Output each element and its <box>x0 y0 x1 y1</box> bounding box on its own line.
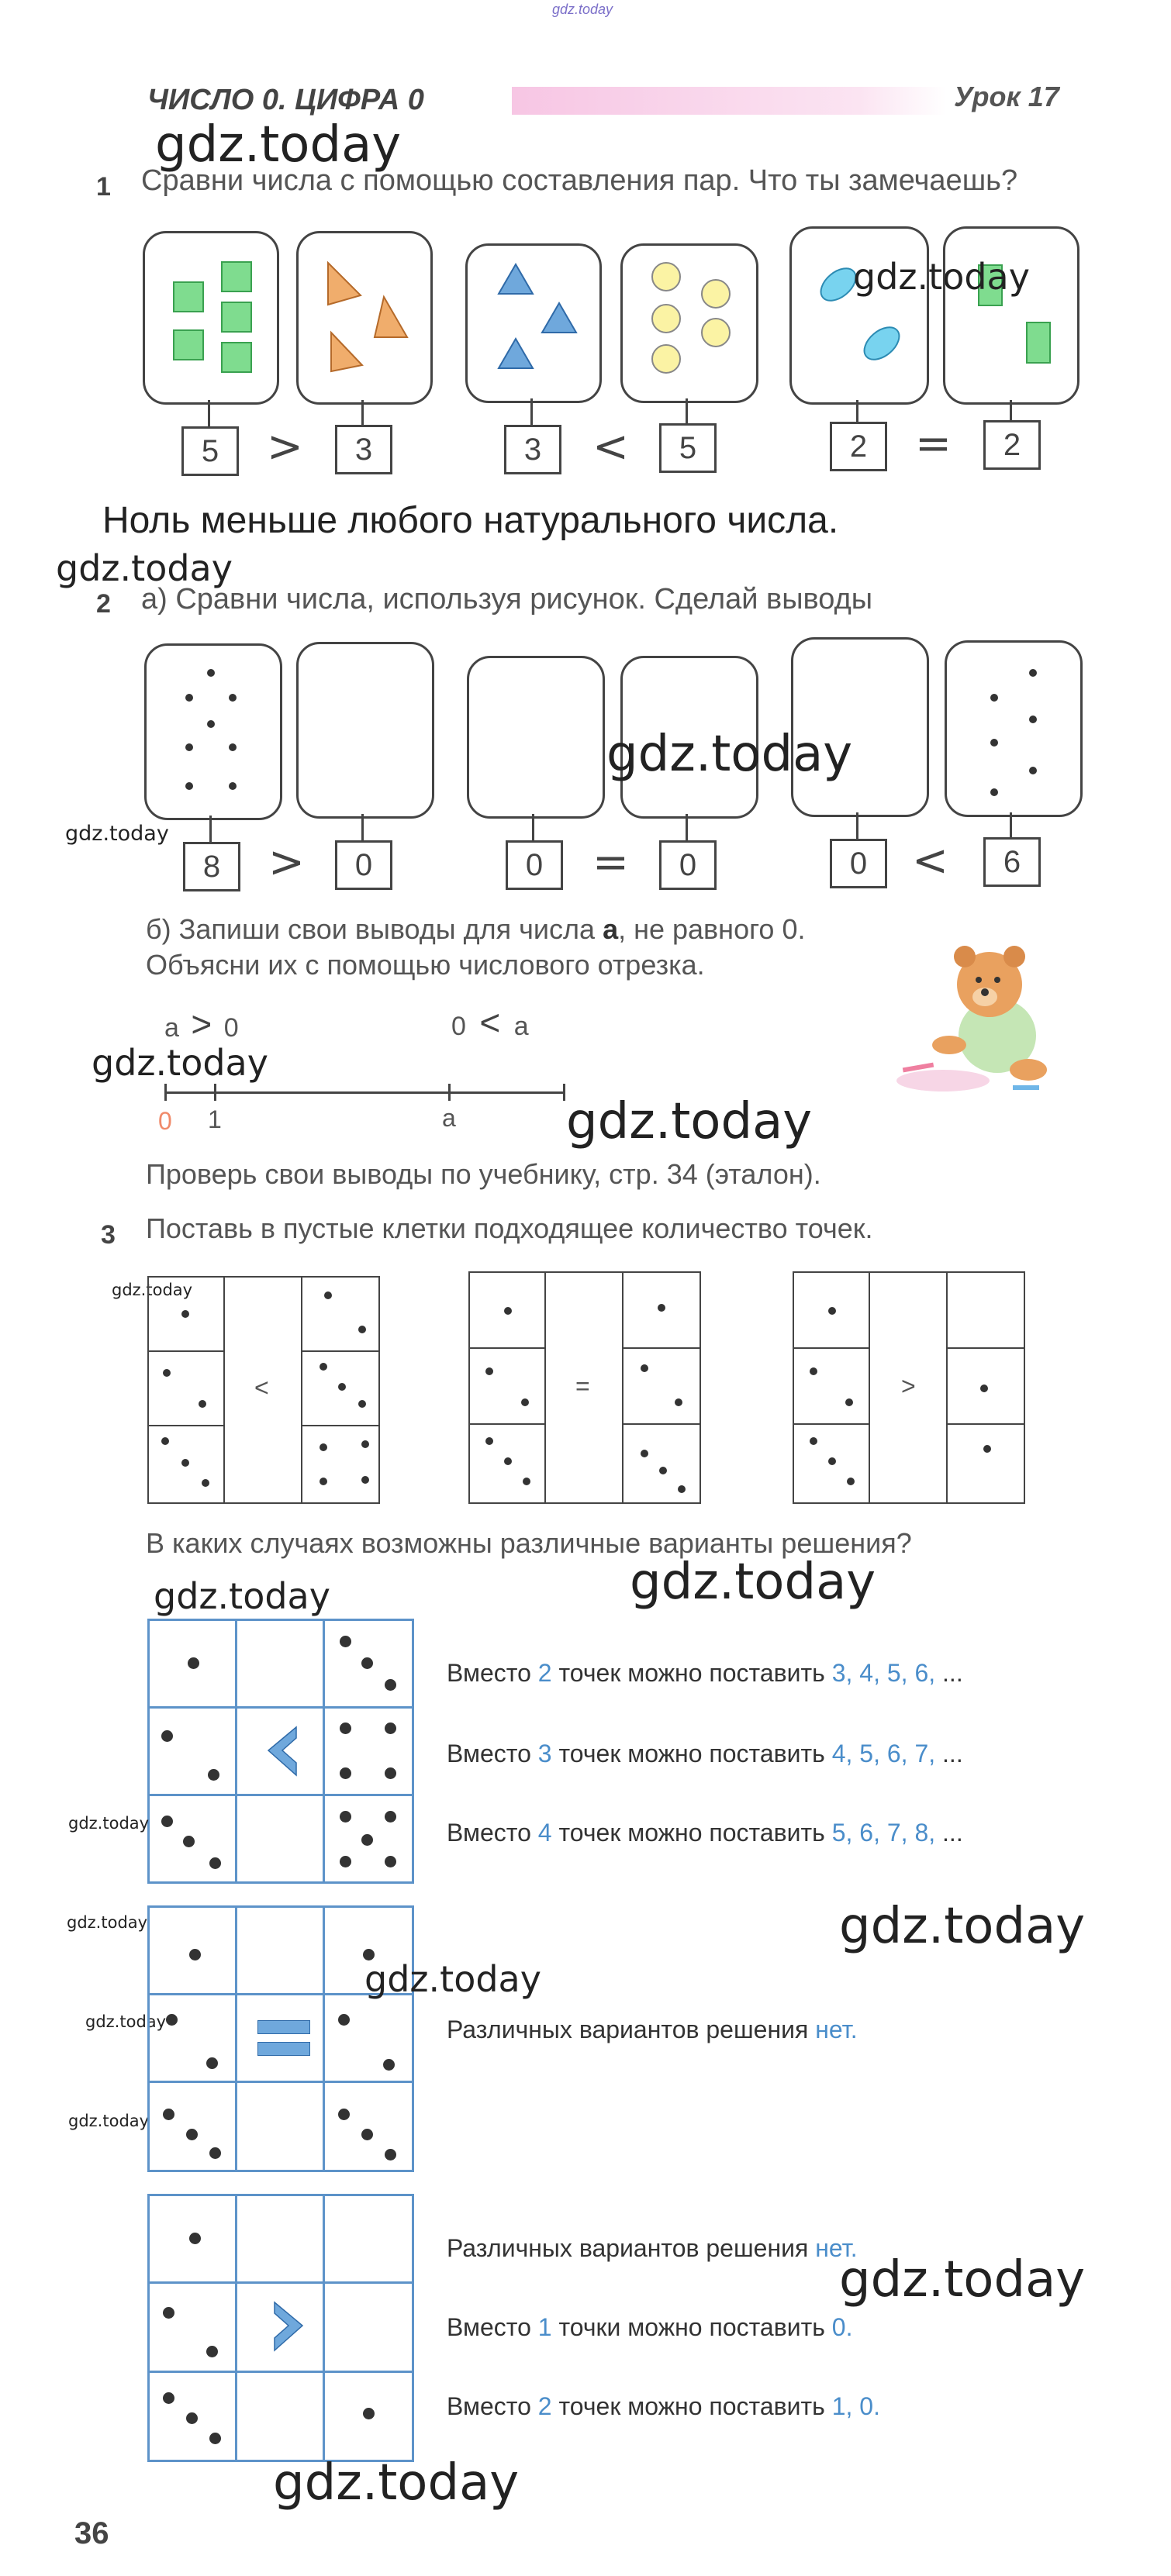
dot <box>485 1367 493 1375</box>
dot <box>358 1326 366 1333</box>
watermark: gdz.today <box>566 1093 813 1150</box>
green-square <box>173 329 204 360</box>
part-b-end: , не равного 0. <box>618 913 806 945</box>
dot <box>361 1440 369 1448</box>
yellow-circles <box>623 246 756 401</box>
dot <box>320 1443 327 1451</box>
dot <box>678 1485 686 1493</box>
dot <box>229 743 237 751</box>
task3-number: 3 <box>101 1220 116 1250</box>
ineq1-right: 0 <box>223 1013 239 1043</box>
dot <box>641 1450 648 1457</box>
dot <box>385 1811 396 1823</box>
dot <box>385 2149 396 2160</box>
task3-text: Поставь в пустые клетки подходящее количество точек. <box>146 1212 873 1244</box>
green-square <box>221 302 252 333</box>
dot <box>340 1767 351 1779</box>
watermark: gdz.today <box>68 2112 150 2130</box>
dot <box>207 720 215 728</box>
card-rects <box>943 226 1079 405</box>
dot <box>828 1457 836 1465</box>
grid-cell <box>235 1794 325 1884</box>
task2-part-b-line1 <box>146 913 805 946</box>
stem <box>532 814 534 840</box>
dot <box>189 1949 201 1960</box>
dot <box>828 1307 836 1315</box>
dot <box>185 782 193 790</box>
card-blue-triangles <box>465 243 602 403</box>
grid-cell <box>235 1905 325 1995</box>
dot <box>980 1385 988 1392</box>
row-values: 4, 5, 6, 7, <box>831 1740 936 1767</box>
stem <box>208 400 210 426</box>
grid-greater <box>793 1271 1025 1504</box>
number-box: 2 <box>983 420 1041 470</box>
grid-cell <box>235 2081 325 2172</box>
green-square <box>173 281 204 312</box>
top-watermark: gdz.today <box>552 2 613 17</box>
stem <box>361 814 364 840</box>
ineq2-sign: < <box>479 1002 501 1043</box>
task2-number: 2 <box>96 589 111 619</box>
grid-cell <box>301 1276 380 1352</box>
dot <box>188 1657 199 1669</box>
row-values: 0. <box>831 2313 853 2341</box>
dot <box>209 2147 221 2159</box>
dot <box>340 1856 351 1867</box>
dot <box>209 1857 221 1869</box>
dot <box>163 2109 174 2120</box>
dot <box>383 2059 395 2071</box>
stem <box>209 816 212 842</box>
answer-less-row <box>447 1659 963 1688</box>
grid-cell <box>622 1347 701 1425</box>
stem <box>856 812 858 839</box>
number-box: 0 <box>506 840 563 890</box>
topic-title: ЧИСЛО 0. ЦИФРА 0 <box>147 84 424 116</box>
grid-cell <box>323 2281 414 2373</box>
task2-part-a: а) Сравни числа, используя рисунок. Сделай выводы <box>141 583 873 616</box>
ineq1-left: a <box>164 1013 179 1043</box>
dot <box>161 1437 169 1445</box>
dot <box>206 2346 218 2357</box>
dot <box>186 2412 198 2424</box>
watermark: gdz.today <box>606 726 853 783</box>
row-prefix: Вместо <box>447 2313 531 2341</box>
row-text: Различных вариантов решения <box>447 2234 809 2262</box>
number-line <box>164 1091 565 1094</box>
number-box: 3 <box>504 425 561 474</box>
row-num: 4 <box>537 1819 552 1847</box>
row-mid: точек можно поставить <box>558 1740 825 1767</box>
dot <box>163 2307 174 2319</box>
task1-conclusion: Ноль меньше любого натурального числа. <box>102 500 839 541</box>
compare-sign: > <box>267 422 303 472</box>
dot <box>181 1459 189 1467</box>
dot <box>166 2014 178 2026</box>
dot <box>338 2109 350 2120</box>
row-mid: точки можно поставить <box>558 2313 825 2341</box>
dot <box>340 1811 351 1823</box>
dot <box>185 743 193 751</box>
grid-cell <box>622 1423 701 1504</box>
row-prefix: Вместо <box>447 1659 531 1687</box>
equals-bar <box>257 2042 310 2056</box>
dot <box>202 1479 209 1487</box>
grid-cell <box>235 2371 325 2462</box>
answer-greater-row <box>447 2392 880 2421</box>
card-circles <box>620 243 758 403</box>
row-num: 1 <box>537 2313 552 2341</box>
answer-equal-row <box>447 2016 858 2044</box>
compare-sign: = <box>915 419 952 469</box>
answer-greater-row <box>447 2313 852 2342</box>
lesson-label-text: Урок <box>954 81 1021 112</box>
row-values: 1, 0. <box>831 2392 880 2420</box>
dot <box>338 2014 350 2026</box>
row-prefix: Вместо <box>447 1819 531 1847</box>
task2-part-b-line2: Объясни их с помощью числового отрезка. <box>146 949 705 981</box>
watermark: gdz.today <box>364 1958 541 2000</box>
grid-cell <box>235 2194 325 2284</box>
dot <box>504 1457 512 1465</box>
watermark: gdz.today <box>65 822 169 846</box>
cyan-ovals <box>792 229 927 402</box>
sign-less: < <box>254 1374 269 1402</box>
orange-triangles <box>299 233 430 402</box>
card-6-dots <box>945 640 1083 817</box>
dot <box>324 1291 332 1299</box>
dot <box>504 1307 512 1315</box>
dot <box>523 1478 530 1485</box>
compare-sign: < <box>912 836 948 886</box>
watermark: gdz.today <box>273 2454 520 2512</box>
dot <box>161 1730 173 1742</box>
dot <box>206 2057 218 2069</box>
grid-cell <box>468 1347 546 1425</box>
tick <box>448 1084 451 1101</box>
grid-cell <box>147 1706 237 1796</box>
watermark: gdz.today <box>67 1913 148 1932</box>
grid-cell <box>323 2194 414 2284</box>
task3-question: В каких случаях возможны различные варианты решения? <box>146 1527 912 1559</box>
grid-cell <box>147 2281 237 2373</box>
watermark: gdz.today <box>155 116 402 174</box>
stem <box>1010 812 1012 837</box>
dot <box>189 2233 201 2244</box>
dot <box>1029 716 1037 723</box>
grid-cell <box>946 1271 1025 1349</box>
dot <box>385 1679 396 1691</box>
row-mid: точек можно поставить <box>558 2392 825 2420</box>
tick <box>563 1084 565 1101</box>
part-b-text: б) Запиши свои выводы для числа <box>146 913 596 945</box>
row-tail: ... <box>942 1819 963 1847</box>
dot <box>163 1369 171 1377</box>
number-box: 0 <box>830 839 887 888</box>
dot <box>229 782 237 790</box>
grid-cell <box>793 1347 870 1425</box>
row-num: 2 <box>537 2392 552 2420</box>
dot <box>340 1723 351 1734</box>
dot <box>181 1310 189 1318</box>
sign-greater: > <box>901 1372 916 1400</box>
dot <box>186 2129 198 2140</box>
dot <box>185 694 193 702</box>
row-tail: ... <box>942 1659 963 1687</box>
grid-cell <box>323 2081 414 2172</box>
dot <box>363 2408 375 2419</box>
ineq2-left: 0 <box>451 1012 466 1041</box>
tick <box>164 1084 167 1101</box>
compare-sign: < <box>592 422 629 472</box>
dot <box>320 1478 327 1485</box>
number-box: 6 <box>983 837 1041 887</box>
dot <box>659 1467 667 1474</box>
part-b-var: a <box>603 913 619 945</box>
dot <box>485 1437 493 1445</box>
dot <box>229 694 237 702</box>
dot <box>163 2392 174 2404</box>
stem <box>1010 400 1012 420</box>
dot <box>385 1856 396 1867</box>
task1-text: Сравни числа с помощью составления пар. Что ты замечаешь? <box>141 164 1018 197</box>
grid-equal <box>468 1271 701 1504</box>
dot <box>208 1769 219 1781</box>
header-band <box>512 87 946 115</box>
number-box: 2 <box>830 422 887 471</box>
row-prefix: Вместо <box>447 1740 531 1767</box>
stem <box>686 814 688 840</box>
dot <box>983 1445 991 1453</box>
ineq2 <box>451 1002 529 1043</box>
number-box: 3 <box>335 425 392 474</box>
ineq1-sign: > <box>191 1004 212 1044</box>
watermark: gdz.today <box>68 1814 150 1833</box>
dot <box>845 1398 853 1406</box>
blue-triangles <box>468 246 599 401</box>
row-value: нет. <box>815 2016 858 2043</box>
dot <box>385 1723 396 1734</box>
green-rect <box>1026 322 1051 364</box>
dot <box>675 1398 682 1406</box>
page-number: 36 <box>74 2516 109 2550</box>
dot <box>183 1836 195 1847</box>
answer-less-row <box>447 1819 963 1847</box>
number-box: 8 <box>183 842 240 891</box>
watermark: gdz.today <box>853 256 1030 298</box>
row-values: 5, 6, 7, 8, <box>831 1819 936 1847</box>
grid-cell <box>946 1423 1025 1504</box>
stem <box>686 398 688 423</box>
dot <box>361 2129 373 2140</box>
sign-equal: = <box>575 1372 590 1400</box>
number-box: 0 <box>335 840 392 890</box>
stem <box>361 400 364 425</box>
row-values: 3, 4, 5, 6, <box>831 1659 936 1687</box>
equals-icon <box>257 2020 309 2056</box>
dot <box>990 694 998 702</box>
number-box: 0 <box>659 840 717 890</box>
axis-a: a <box>442 1104 456 1132</box>
number-box: 5 <box>659 423 717 473</box>
row-value: нет. <box>815 2234 858 2262</box>
ineq1 <box>164 1003 239 1045</box>
dot <box>847 1478 855 1485</box>
watermark: gdz.today <box>92 1042 268 1084</box>
green-square <box>221 261 252 292</box>
row-text: Различных вариантов решения <box>447 2016 809 2043</box>
dot <box>521 1398 529 1406</box>
tick <box>214 1084 216 1101</box>
row-num: 2 <box>537 1659 552 1687</box>
grid-cell <box>235 1619 325 1709</box>
row-prefix: Вместо <box>447 2392 531 2420</box>
dot <box>358 1400 366 1408</box>
grid-cell <box>323 1993 414 2083</box>
ineq2-right: a <box>513 1012 529 1041</box>
row-tail: ... <box>942 1740 963 1767</box>
answer-grid-equal <box>147 1905 414 2172</box>
lesson-number: 17 <box>1028 81 1059 112</box>
card-ovals <box>789 226 929 405</box>
watermark: gdz.today <box>112 1281 193 1299</box>
watermark: gdz.today <box>56 547 233 589</box>
grid-cell <box>323 1706 414 1796</box>
axis-zero: 0 <box>158 1107 172 1135</box>
dot <box>320 1363 327 1371</box>
card-triangles <box>296 231 433 405</box>
dot <box>361 1476 369 1484</box>
card-empty <box>296 642 434 819</box>
dot <box>209 2433 221 2444</box>
answer-less-row <box>447 1740 963 1768</box>
green-square <box>221 342 252 373</box>
dot <box>990 788 998 796</box>
card-empty <box>467 656 605 819</box>
card-8-dots <box>144 643 282 820</box>
dot <box>361 1657 373 1669</box>
grid-cell <box>147 1993 237 2083</box>
row-mid: точек можно поставить <box>558 1659 825 1687</box>
watermark: gdz.today <box>630 1554 876 1611</box>
dot <box>810 1437 817 1445</box>
watermark: gdz.today <box>839 2251 1086 2309</box>
row-mid: точек можно поставить <box>558 1819 825 1847</box>
dot <box>658 1304 665 1312</box>
card-squares <box>143 231 279 405</box>
answer-greater-row <box>447 2234 858 2263</box>
stem <box>530 398 533 425</box>
answer-grid-greater <box>147 2194 414 2462</box>
lesson-label <box>954 81 1059 113</box>
watermark: gdz.today <box>839 1898 1086 1955</box>
grid-cell <box>147 1350 225 1426</box>
task2-check: Проверь свои выводы по учебнику, стр. 34 (эталон). <box>146 1158 821 1190</box>
grid-less <box>147 1276 380 1504</box>
compare-sign: > <box>268 837 305 888</box>
dot <box>810 1367 817 1375</box>
axis-one: 1 <box>208 1105 222 1133</box>
less-than-icon <box>264 1724 302 1778</box>
dot <box>641 1364 648 1372</box>
dot <box>385 1767 396 1779</box>
answer-grid-less <box>147 1619 414 1884</box>
row-num: 3 <box>537 1740 552 1767</box>
grid-cell <box>147 2081 237 2172</box>
watermark: gdz.today <box>154 1575 330 1617</box>
watermark: gdz.today <box>85 2012 167 2031</box>
dot <box>1029 669 1037 677</box>
dot <box>990 739 998 747</box>
number-box: 5 <box>181 426 239 476</box>
equals-bar <box>257 2020 310 2034</box>
task1-number: 1 <box>96 172 111 202</box>
dot <box>338 1383 346 1391</box>
dot <box>1029 767 1037 774</box>
dot <box>161 1816 173 1827</box>
stem <box>856 400 858 422</box>
dot <box>340 1636 351 1647</box>
compare-sign: = <box>592 837 629 888</box>
dot <box>207 669 215 677</box>
dot <box>361 1834 373 1846</box>
bear-illustration <box>889 933 1067 1104</box>
grid-cell <box>301 1425 380 1504</box>
greater-than-icon <box>268 2299 307 2354</box>
dot <box>199 1400 206 1408</box>
